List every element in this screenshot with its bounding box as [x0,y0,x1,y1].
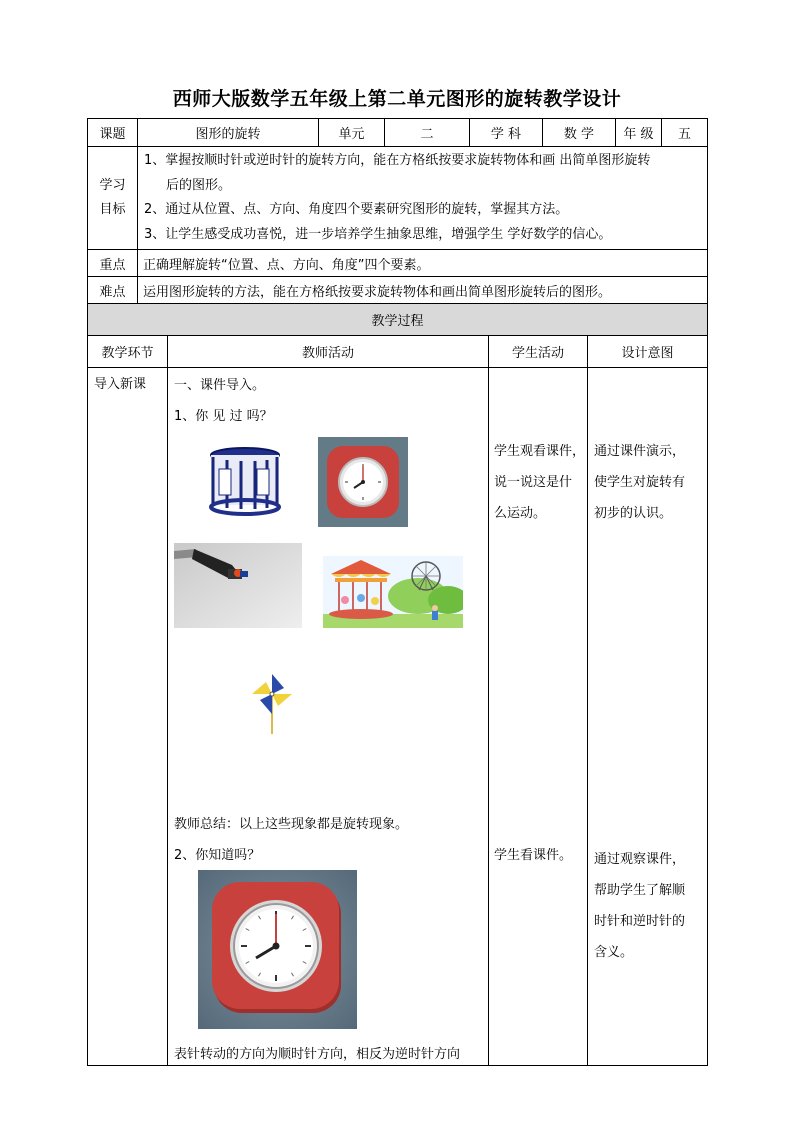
topic-value: 图形的旋转 [138,119,319,147]
grade-value: 五 [662,119,708,147]
design-intent-2: 通过观察课件， 帮助学生了解顺 时针和逆时针的 含义。 [594,852,686,960]
student-activity-2: 学生看课件。 [494,848,573,863]
objective-item: 3、让学生感受成功喜悦，进一步培养学生抽象思维，增强学生 学好数学的信心。 [144,226,612,242]
unit-value: 二 [385,119,470,147]
objectives-list [138,147,708,250]
pinwheel-image [250,672,294,734]
key-point-label: 重点 [88,250,138,277]
column-teacher: 教师活动 [168,336,489,368]
difficulty-label: 难点 [88,277,138,304]
objective-item: 1、掌握按顺时针或逆时针的旋转方向，能在方格纸按要求旋转物体和画 出简单图形旋转 [144,153,651,168]
column-stage: 教学环节 [88,336,168,368]
key-point-value: 正确理解旋转“位置、点、方向、角度”四个要素。 [138,250,708,277]
column-student: 学生活动 [489,336,588,368]
teacher-note: 表针转动的方向为顺时针方向，相反为逆时针方向 [174,1047,461,1062]
student-activity-1: 学生观看课件， 说一说这是什 么运动。 [494,444,586,521]
carousel-ferris-wheel-image [323,556,463,628]
topic-label: 课题 [88,119,138,147]
objective-item-continued: 后的图形。 [166,177,232,193]
clock-icon [198,870,357,1029]
teacher-question-2: 2、你知道吗？ [174,848,261,863]
subject-value: 数 学 [543,119,616,147]
process-header: 教学过程 [88,304,708,336]
objective-item: 2、通过从位置、点、方向、角度四个要素研究图形的旋转，掌握其方法。 [144,202,569,217]
teacher-section: 一、课件导入。 [174,378,266,393]
unit-label: 单元 [319,119,385,147]
teacher-summary: 教师总结：以上这些现象都是旋转现象。 [174,817,409,832]
document-title: 西师大版数学五年级上第二单元图形的旋转教学设计 [172,88,622,110]
objectives-label: 学习 目标 [88,147,138,250]
lesson-info-table [87,118,708,304]
clock-icon [318,437,408,527]
stage-cell [88,368,168,1066]
column-intent: 设计意图 [588,336,708,368]
grade-label: 年 级 [616,119,662,147]
knife-sharpener-image [174,543,302,628]
design-intent-1: 通过课件演示， 使学生对旋转有 初步的认识。 [594,444,686,521]
stage-name: 导入新课 [94,377,147,392]
teacher-question-1: 1、你 见 过 吗？ [174,409,273,424]
difficulty-value: 运用图形旋转的方法，能在方格纸按要求旋转物体和画出简单图形旋转后的图形。 [138,277,708,304]
subject-label: 学 科 [470,119,543,147]
revolving-door-image [205,445,285,517]
